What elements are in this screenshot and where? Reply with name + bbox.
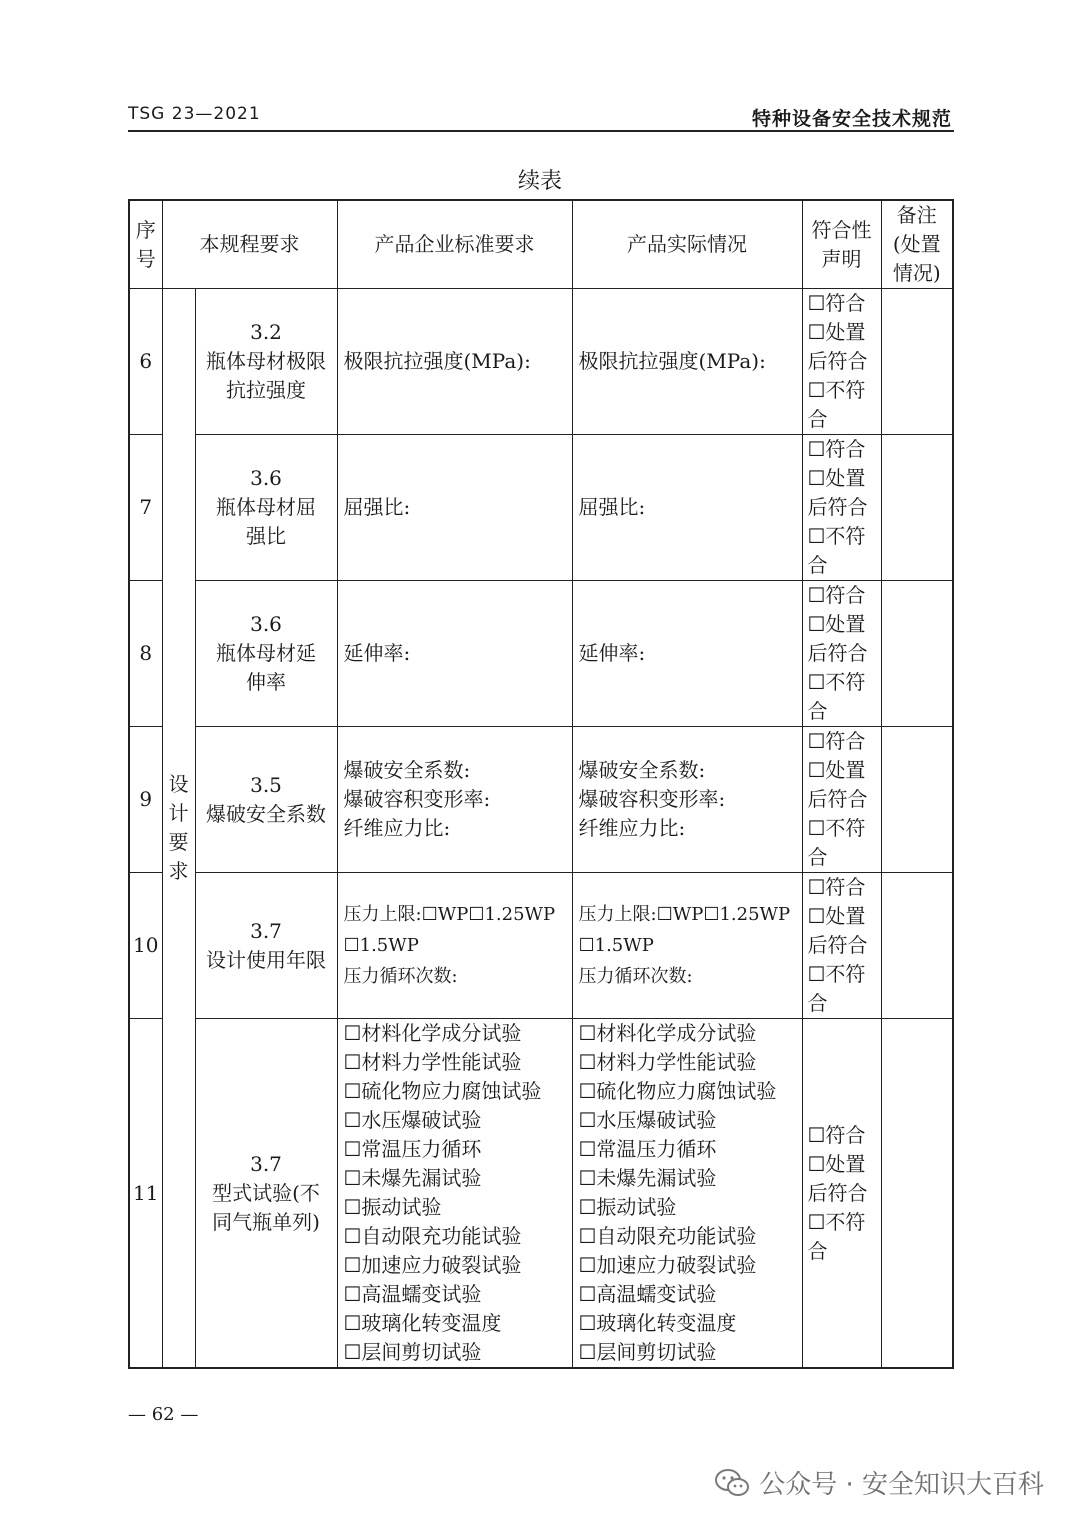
conform-cell xyxy=(802,581,881,727)
conform-line: 后符合 xyxy=(807,349,868,373)
note-cell xyxy=(881,581,953,727)
col-rule-header: 本规程要求 xyxy=(162,200,337,289)
actual-cell xyxy=(572,1019,802,1369)
rule-line: 爆破安全系数 xyxy=(206,801,326,826)
account-watermark xyxy=(715,1464,1044,1501)
std-line: 纤维应力比: xyxy=(343,816,451,840)
conform-option[interactable]: ☐不符 xyxy=(807,524,866,548)
conform-option[interactable]: ☐处置 xyxy=(807,320,866,344)
conform-cell xyxy=(802,1019,881,1369)
col-note-header-line: 备注 xyxy=(896,203,937,227)
conform-line: 合 xyxy=(807,1238,828,1263)
test-option[interactable]: ☐自动限充功能试验 xyxy=(578,1224,757,1248)
conform-line: 合 xyxy=(807,845,828,869)
conform-option[interactable]: ☐不符 xyxy=(807,378,866,402)
conform-line: 后符合 xyxy=(807,1180,868,1205)
conform-line: 合 xyxy=(807,991,828,1015)
conform-line: 后符合 xyxy=(807,787,868,811)
note-cell xyxy=(881,435,953,581)
conform-option[interactable]: ☐处置 xyxy=(807,1151,866,1176)
header-rule xyxy=(128,130,954,132)
row-number: 11 xyxy=(129,1019,162,1369)
actual-cell xyxy=(572,581,802,727)
rule-line: 3.2 xyxy=(250,320,282,344)
table-title: 续表 xyxy=(517,169,562,194)
watermark-text: 公众号 · 安全知识大百科 xyxy=(759,1470,1044,1500)
wechat-icon xyxy=(715,1468,749,1498)
col-note-header-line: 情况) xyxy=(892,261,941,285)
actual-cell xyxy=(572,289,802,435)
group-label-char: 计 xyxy=(168,801,189,825)
group-label-char: 设 xyxy=(168,772,189,796)
rule-cell xyxy=(195,873,337,1019)
col-seq-header-line: 序 xyxy=(135,217,156,242)
test-option[interactable]: ☐常温压力循环 xyxy=(343,1137,482,1161)
rule-line: 抗拉强度 xyxy=(226,378,306,402)
rule-line: 3.6 xyxy=(250,612,282,636)
row-number: 6 xyxy=(129,289,162,435)
row-number: 7 xyxy=(129,435,162,581)
rule-line: 型式试验(不 xyxy=(212,1180,320,1205)
test-option[interactable]: ☐材料力学性能试验 xyxy=(343,1050,522,1074)
rule-line: 设计使用年限 xyxy=(206,947,326,972)
std-line: 极限抗拉强度(MPa): xyxy=(343,349,531,373)
rule-cell xyxy=(195,435,337,581)
note-cell xyxy=(881,727,953,873)
note-cell xyxy=(881,289,953,435)
std-cell xyxy=(337,581,572,727)
test-option[interactable]: ☐未爆先漏试验 xyxy=(578,1166,717,1190)
conform-line: 后符合 xyxy=(807,495,868,519)
std-line: 爆破容积变形率: xyxy=(343,787,491,811)
conform-cell xyxy=(802,289,881,435)
actual-line: ☐1.5WP xyxy=(578,935,654,956)
row-number: 10 xyxy=(129,873,162,1019)
table-row xyxy=(129,581,953,727)
rule-cell xyxy=(195,1019,337,1369)
std-line: ☐1.5WP xyxy=(343,935,419,956)
conform-cell xyxy=(802,435,881,581)
conform-option[interactable]: ☐处置 xyxy=(807,758,866,782)
std-cell xyxy=(337,727,572,873)
conform-line: 后符合 xyxy=(807,641,868,665)
page-number: — 62 — xyxy=(128,1404,199,1425)
std-line: 压力循环次数: xyxy=(343,966,458,987)
test-option[interactable]: ☐水压爆破试验 xyxy=(578,1108,717,1132)
col-note-header-line: (处置 xyxy=(892,232,941,256)
test-option[interactable]: ☐材料化学成分试验 xyxy=(578,1021,757,1045)
group-label xyxy=(168,770,190,886)
actual-cell xyxy=(572,727,802,873)
rule-line: 强比 xyxy=(246,524,286,548)
conform-option[interactable]: ☐不符 xyxy=(807,670,866,694)
rule-line: 3.6 xyxy=(250,466,282,490)
table-row xyxy=(129,289,953,435)
col-std-header: 产品企业标准要求 xyxy=(337,200,572,289)
test-option[interactable]: ☐层间剪切试验 xyxy=(578,1340,717,1364)
col-conform-header-line: 符合性 xyxy=(811,217,872,242)
conform-option[interactable]: ☐符合 xyxy=(807,729,866,753)
test-option[interactable]: ☐振动试验 xyxy=(343,1195,442,1219)
test-option[interactable]: ☐硫化物应力腐蚀试验 xyxy=(343,1079,542,1103)
group-label-cell xyxy=(162,289,195,1369)
test-option[interactable]: ☐玻璃化转变温度 xyxy=(578,1311,737,1335)
actual-cell xyxy=(572,435,802,581)
actual-line: 极限抗拉强度(MPa): xyxy=(578,349,766,373)
note-cell xyxy=(881,873,953,1019)
col-conform-header-line: 声明 xyxy=(821,246,862,271)
row-number: 8 xyxy=(129,581,162,727)
table-row xyxy=(129,435,953,581)
conform-option[interactable]: ☐不符 xyxy=(807,1209,866,1234)
conform-option[interactable]: ☐不符 xyxy=(807,816,866,840)
col-note-header xyxy=(881,200,953,289)
conform-option[interactable]: ☐处置 xyxy=(807,904,866,928)
rule-line: 瓶体母材屈 xyxy=(216,495,316,519)
test-option[interactable]: ☐加速应力破裂试验 xyxy=(578,1253,757,1277)
test-option[interactable]: ☐高温蠕变试验 xyxy=(578,1282,717,1306)
test-option[interactable]: ☐加速应力破裂试验 xyxy=(343,1253,522,1277)
std-line: 屈强比: xyxy=(343,495,411,519)
table-header-row xyxy=(129,200,953,289)
rule-line: 伸率 xyxy=(246,670,286,694)
conform-option[interactable]: ☐处置 xyxy=(807,466,866,490)
actual-line: 压力上限:☐WP☐1.25WP xyxy=(578,904,791,925)
conform-option[interactable]: ☐符合 xyxy=(807,291,866,315)
rule-cell xyxy=(195,727,337,873)
std-line: 延伸率: xyxy=(343,641,411,665)
std-cell xyxy=(337,435,572,581)
test-option[interactable]: ☐振动试验 xyxy=(578,1195,677,1219)
table-row xyxy=(129,1019,953,1369)
conform-option[interactable]: ☐符合 xyxy=(807,437,866,461)
std-cell xyxy=(337,1019,572,1369)
requirements-table xyxy=(128,199,954,1369)
conform-cell xyxy=(802,727,881,873)
conform-cell xyxy=(802,873,881,1019)
actual-line: 爆破安全系数: xyxy=(578,758,706,782)
header-spec-title: 特种设备安全技术规范 xyxy=(751,108,952,130)
conform-line: 合 xyxy=(807,553,828,577)
rule-line: 瓶体母材延 xyxy=(216,641,316,665)
test-option[interactable]: ☐层间剪切试验 xyxy=(343,1340,482,1364)
rule-line: 瓶体母材极限 xyxy=(206,349,326,373)
actual-line: 纤维应力比: xyxy=(578,816,686,840)
rule-line: 3.7 xyxy=(250,918,282,943)
conform-line: 后符合 xyxy=(807,933,868,957)
actual-line: 延伸率: xyxy=(578,641,646,665)
std-cell xyxy=(337,289,572,435)
col-actual-header: 产品实际情况 xyxy=(572,200,802,289)
conform-option[interactable]: ☐符合 xyxy=(807,875,866,899)
test-option[interactable]: ☐玻璃化转变温度 xyxy=(343,1311,502,1335)
test-option[interactable]: ☐硫化物应力腐蚀试验 xyxy=(578,1079,777,1103)
col-seq-header-line: 号 xyxy=(135,246,156,271)
std-line: 爆破安全系数: xyxy=(343,758,471,782)
rule-line: 同气瓶单列) xyxy=(212,1209,320,1234)
test-option[interactable]: ☐常温压力循环 xyxy=(578,1137,717,1161)
group-label-char: 要 xyxy=(168,830,189,854)
actual-line: 爆破容积变形率: xyxy=(578,787,726,811)
rule-line: 3.7 xyxy=(250,1151,282,1176)
test-option[interactable]: ☐材料化学成分试验 xyxy=(343,1021,522,1045)
note-cell xyxy=(881,1019,953,1369)
col-seq-header xyxy=(129,200,162,289)
std-line: 压力上限:☐WP☐1.25WP xyxy=(343,904,556,925)
row-number: 9 xyxy=(129,727,162,873)
table-row xyxy=(129,873,953,1019)
group-label-char: 求 xyxy=(168,859,189,883)
test-option[interactable]: ☐材料力学性能试验 xyxy=(578,1050,757,1074)
test-option[interactable]: ☐未爆先漏试验 xyxy=(343,1166,482,1190)
actual-line: 屈强比: xyxy=(578,495,646,519)
conform-option[interactable]: ☐不符 xyxy=(807,962,866,986)
conform-line: 合 xyxy=(807,699,828,723)
conform-line: 合 xyxy=(807,407,828,431)
std-cell xyxy=(337,873,572,1019)
rule-cell xyxy=(195,581,337,727)
rule-line: 3.5 xyxy=(250,772,282,797)
header-standard-code: TSG 23—2021 xyxy=(128,104,261,124)
conform-option[interactable]: ☐处置 xyxy=(807,612,866,636)
test-option[interactable]: ☐自动限充功能试验 xyxy=(343,1224,522,1248)
table-row xyxy=(129,727,953,873)
conform-option[interactable]: ☐符合 xyxy=(807,1122,866,1147)
col-conform-header xyxy=(802,200,881,289)
test-option[interactable]: ☐水压爆破试验 xyxy=(343,1108,482,1132)
test-option[interactable]: ☐高温蠕变试验 xyxy=(343,1282,482,1306)
rule-cell xyxy=(195,289,337,435)
actual-line: 压力循环次数: xyxy=(578,966,693,987)
conform-option[interactable]: ☐符合 xyxy=(807,583,866,607)
actual-cell xyxy=(572,873,802,1019)
